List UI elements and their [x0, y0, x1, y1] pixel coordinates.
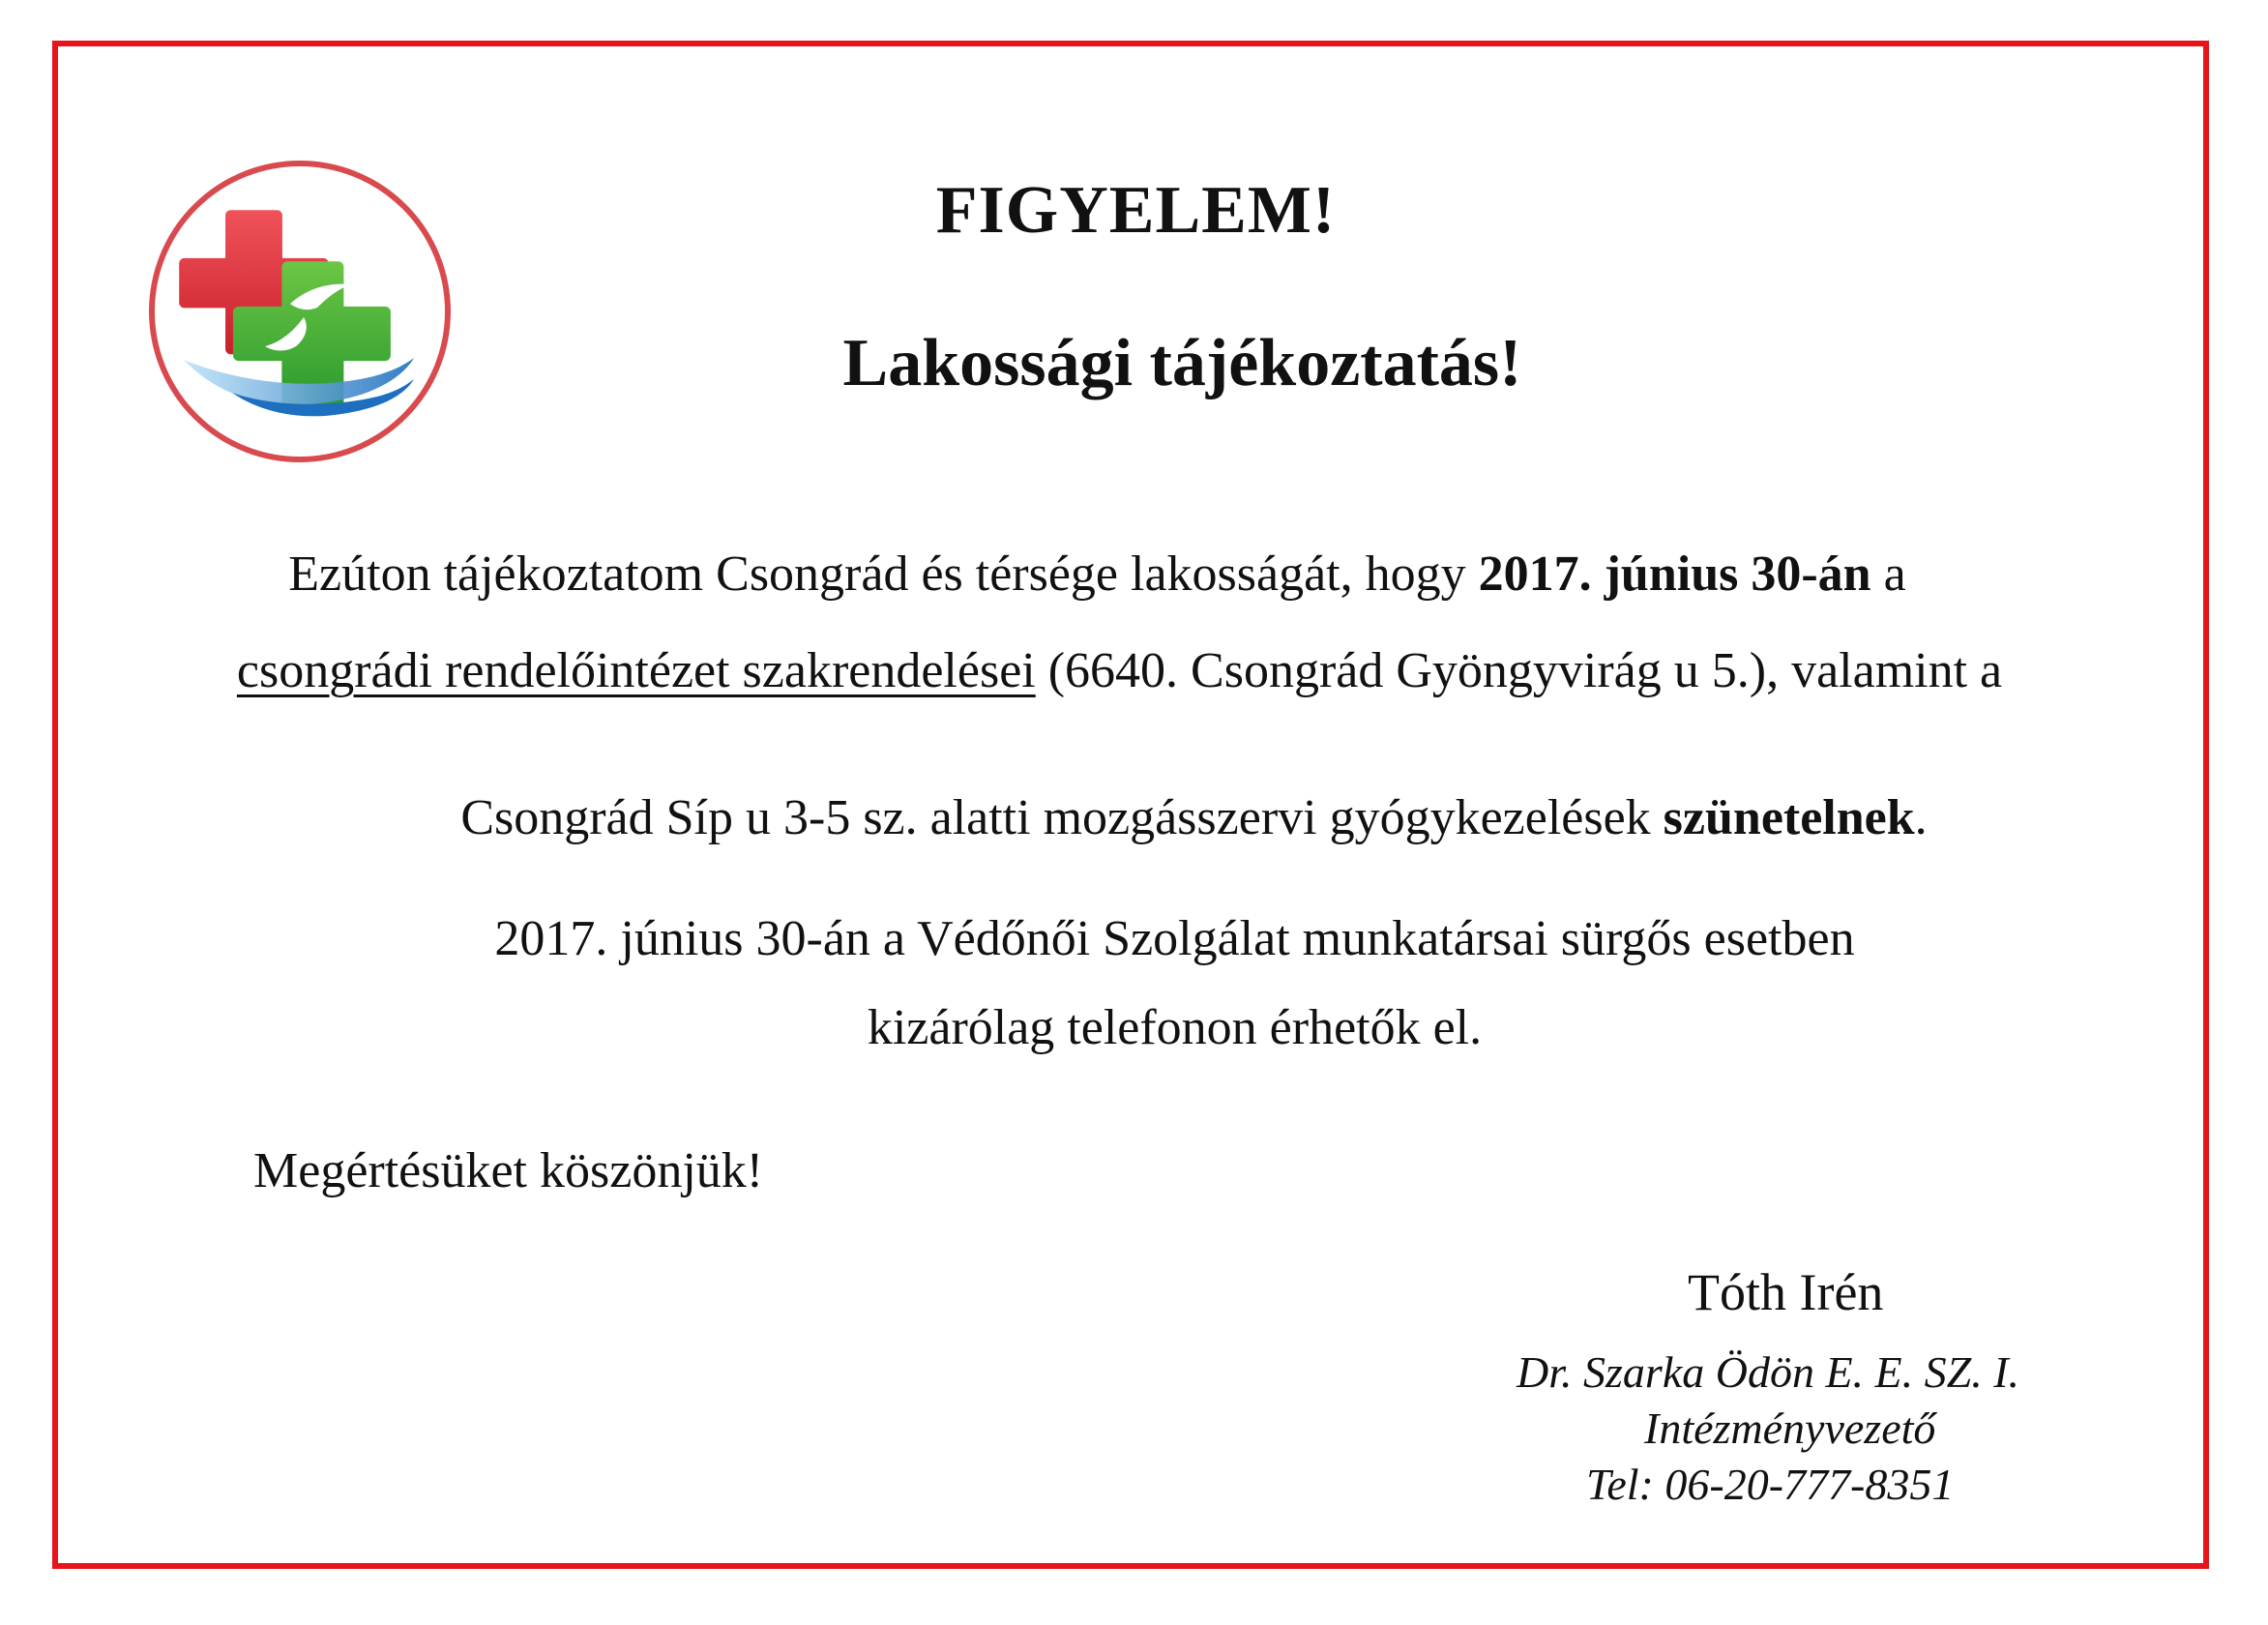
notice-subtitle: Lakossági tájékoztatás!	[842, 326, 1522, 400]
signer-name: Tóth Irén	[1688, 1263, 1884, 1321]
paragraph-line	[0, 545, 2231, 605]
paragraph-line: kizárólag telefonon érhetők el.	[867, 1000, 1483, 1055]
text-segment: Ezúton tájékoztatom Csongrád és térsége lakosságát, hogy	[288, 547, 1479, 602]
text-segment: (6640. Csongrád Gyöngyvirág u 5.), valamint a	[1035, 643, 2003, 698]
paragraph-line	[0, 641, 2253, 701]
thanks-text: Megértésüket köszönjük!	[253, 1143, 764, 1198]
highlighted-date: 2017. június 30-án	[1478, 547, 1871, 602]
paragraph-line	[60, 788, 2268, 848]
text-segment: Csongrád Síp u 3-5 sz. alatti mozgásszervi gyógykezelések	[460, 790, 1664, 845]
underlined-service-name: csongrádi rendelőintézet szakrendelései	[236, 643, 1036, 698]
signer-phone: Tel: 06-20-777-8351	[1586, 1460, 1955, 1509]
signer-organization: Dr. Szarka Ödön E. E. SZ. I.	[1517, 1347, 2020, 1397]
signer-role: Intézményvezető	[1644, 1403, 1936, 1453]
text-segment: a	[1870, 547, 1906, 602]
highlighted-status: szünetelnek	[1663, 790, 1915, 845]
text-segment: .	[1914, 790, 1928, 845]
notice-title: FIGYELEM!	[935, 173, 1337, 248]
paragraph-line: 2017. június 30-án a Védőnői Szolgálat munkatársai sürgős esetben	[494, 911, 1855, 966]
